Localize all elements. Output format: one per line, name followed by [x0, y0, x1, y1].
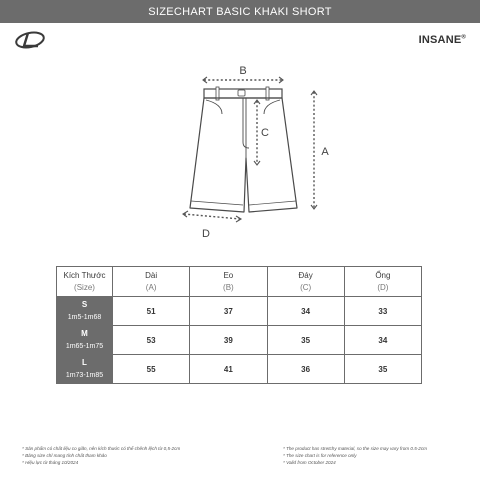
table-header-row [57, 267, 422, 297]
header-length: Dài (A) [113, 267, 190, 297]
value-cell: 33 [344, 297, 421, 326]
table-row [57, 297, 422, 326]
size-table [56, 266, 422, 384]
value-cell: 35 [267, 326, 344, 355]
note-line: * The product has stretchy material, so the size may vary from 0.5-2cm [283, 446, 427, 451]
table-row [57, 355, 422, 384]
value-cell: 41 [190, 355, 267, 384]
left-pocket [206, 100, 222, 114]
value-cell: 53 [113, 326, 190, 355]
shorts-diagram [0, 55, 480, 255]
value-cell: 37 [190, 297, 267, 326]
note-line: * Sản phẩm có chất liệu co giãn, nên kích thước có thể chênh lệch từ 0,5-2cm [22, 446, 181, 451]
header-rise: Đáy (C) [267, 267, 344, 297]
measure-b-label: B [239, 65, 247, 77]
measure-c-label: C [261, 127, 269, 139]
header-bar [0, 0, 480, 23]
hem-left [191, 201, 243, 205]
value-cell: 34 [344, 326, 421, 355]
header-size: Kích Thước (Size) [57, 267, 113, 297]
value-cell: 51 [113, 297, 190, 326]
notes-english [283, 446, 427, 466]
table-row [57, 326, 422, 355]
note-line: * Bảng size chỉ mang tính chất tham khảo [22, 452, 107, 458]
size-cell: L 1m73-1m85 [57, 355, 113, 384]
value-cell: 55 [113, 355, 190, 384]
value-cell: 36 [267, 355, 344, 384]
note-line: * The size chart is for reference only [283, 452, 357, 458]
size-cell: S 1m5-1m68 [57, 297, 113, 326]
measure-a-label: A [321, 146, 329, 158]
page-title: SIZECHART BASIC KHAKI SHORT [148, 5, 332, 18]
value-cell: 34 [267, 297, 344, 326]
hem-right [249, 201, 296, 205]
size-cell: M 1m65-1m75 [57, 326, 113, 355]
brand-logo-icon [14, 30, 48, 50]
note-line: * Valid from October 2024 [283, 459, 336, 465]
value-cell: 39 [190, 326, 267, 355]
measure-d-line [184, 214, 240, 219]
value-cell: 35 [344, 355, 421, 384]
brand-name: INSANE® [418, 34, 466, 46]
measure-d-label: D [202, 228, 210, 240]
notes-vietnamese [22, 446, 180, 466]
note-line: * Hiệu lực từ tháng 10/2024 [22, 459, 79, 465]
header-leg-opening: Ống (D) [344, 267, 421, 297]
header-waist: Eo (B) [190, 267, 267, 297]
shorts-outline [190, 98, 297, 212]
button [238, 90, 245, 96]
right-pocket [264, 100, 280, 114]
